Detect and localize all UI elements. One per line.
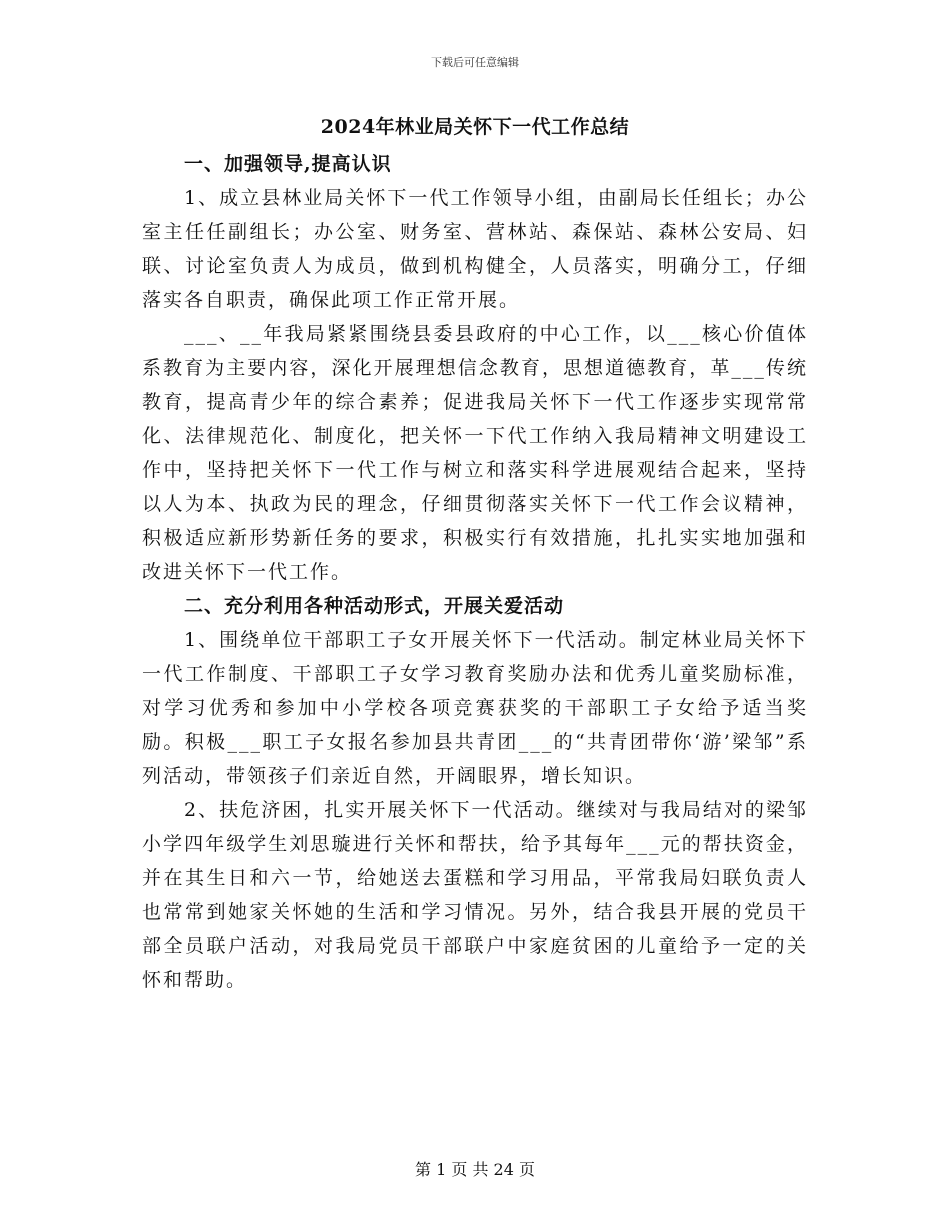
paragraph: 1、围绕单位干部职工子女开展关怀下一代活动。制定林业局关怀下一代工作制度、干部职工子女学习教育奖励办法和优秀儿童奖励标准，对学习优秀和参加中小学校各项竞赛获奖的干部职工子女给予适当奖励。积极___职工子女报名参加县共青团___的“共青团带你‘游’梁邹”系列活动，带领孩子们亲近自然，开阔眼界，增长知识。 <box>142 629 808 787</box>
paragraph: 2、扶危济困，扎实开展关怀下一代活动。继续对与我局结对的梁邹小学四年级学生刘思璇进行关怀和帮扶，给予其每年___元的帮扶资金，并在其生日和六一节，给她送去蛋糕和学习用品，平常我局妇联负责人也常常到她家关怀她的生活和学习情况。另外，结合我县开展的党员干部全员联户活动，对我局党员干部联户中家庭贫困的儿童给予一定的关怀和帮助。 <box>142 799 808 991</box>
document-title: 2024年林业局关怀下一代工作总结 <box>320 116 630 138</box>
paragraph: ___、__年我局紧紧围绕县委县政府的中心工作，以___核心价值体系教育为主要内容，深化开展理想信念教育，思想道德教育，革___传统教育，提高青少年的综合素养；促进我局关怀下一代工作逐步实现常常化、法律规范化、制度化，把关怀一下代工作纳入我局精神文明建设工作中，坚持把关怀下一代工作与树立和落实科学进展观结合起来，坚持以人为本、执政为民的理念，仔细贯彻落实关怀下一代工作会议精神，积极适应新形势新任务的要求，积极实行有效措施，扎扎实实地加强和改进关怀下一代工作。 <box>142 323 808 583</box>
section-heading-2: 二、充分利用各种活动形式，开展关爱活动 <box>184 595 565 617</box>
document-body <box>142 113 808 997</box>
section-heading-1: 一、加强领导,提高认识 <box>184 153 392 175</box>
paragraph: 1、成立县林业局关怀下一代工作领导小组，由副局长任组长；办公室主任任副组长；办公室、财务室、营林站、森保站、森林公安局、妇联、讨论室负责人为成员，做到机构健全，人员落实，明确分工，仔细落实各自职责，确保此项工作正常开展。 <box>142 187 808 311</box>
page-number: 第 1 页 共 24 页 <box>415 1160 535 1179</box>
page-header-note: 下载后可任意编辑 <box>431 56 519 69</box>
